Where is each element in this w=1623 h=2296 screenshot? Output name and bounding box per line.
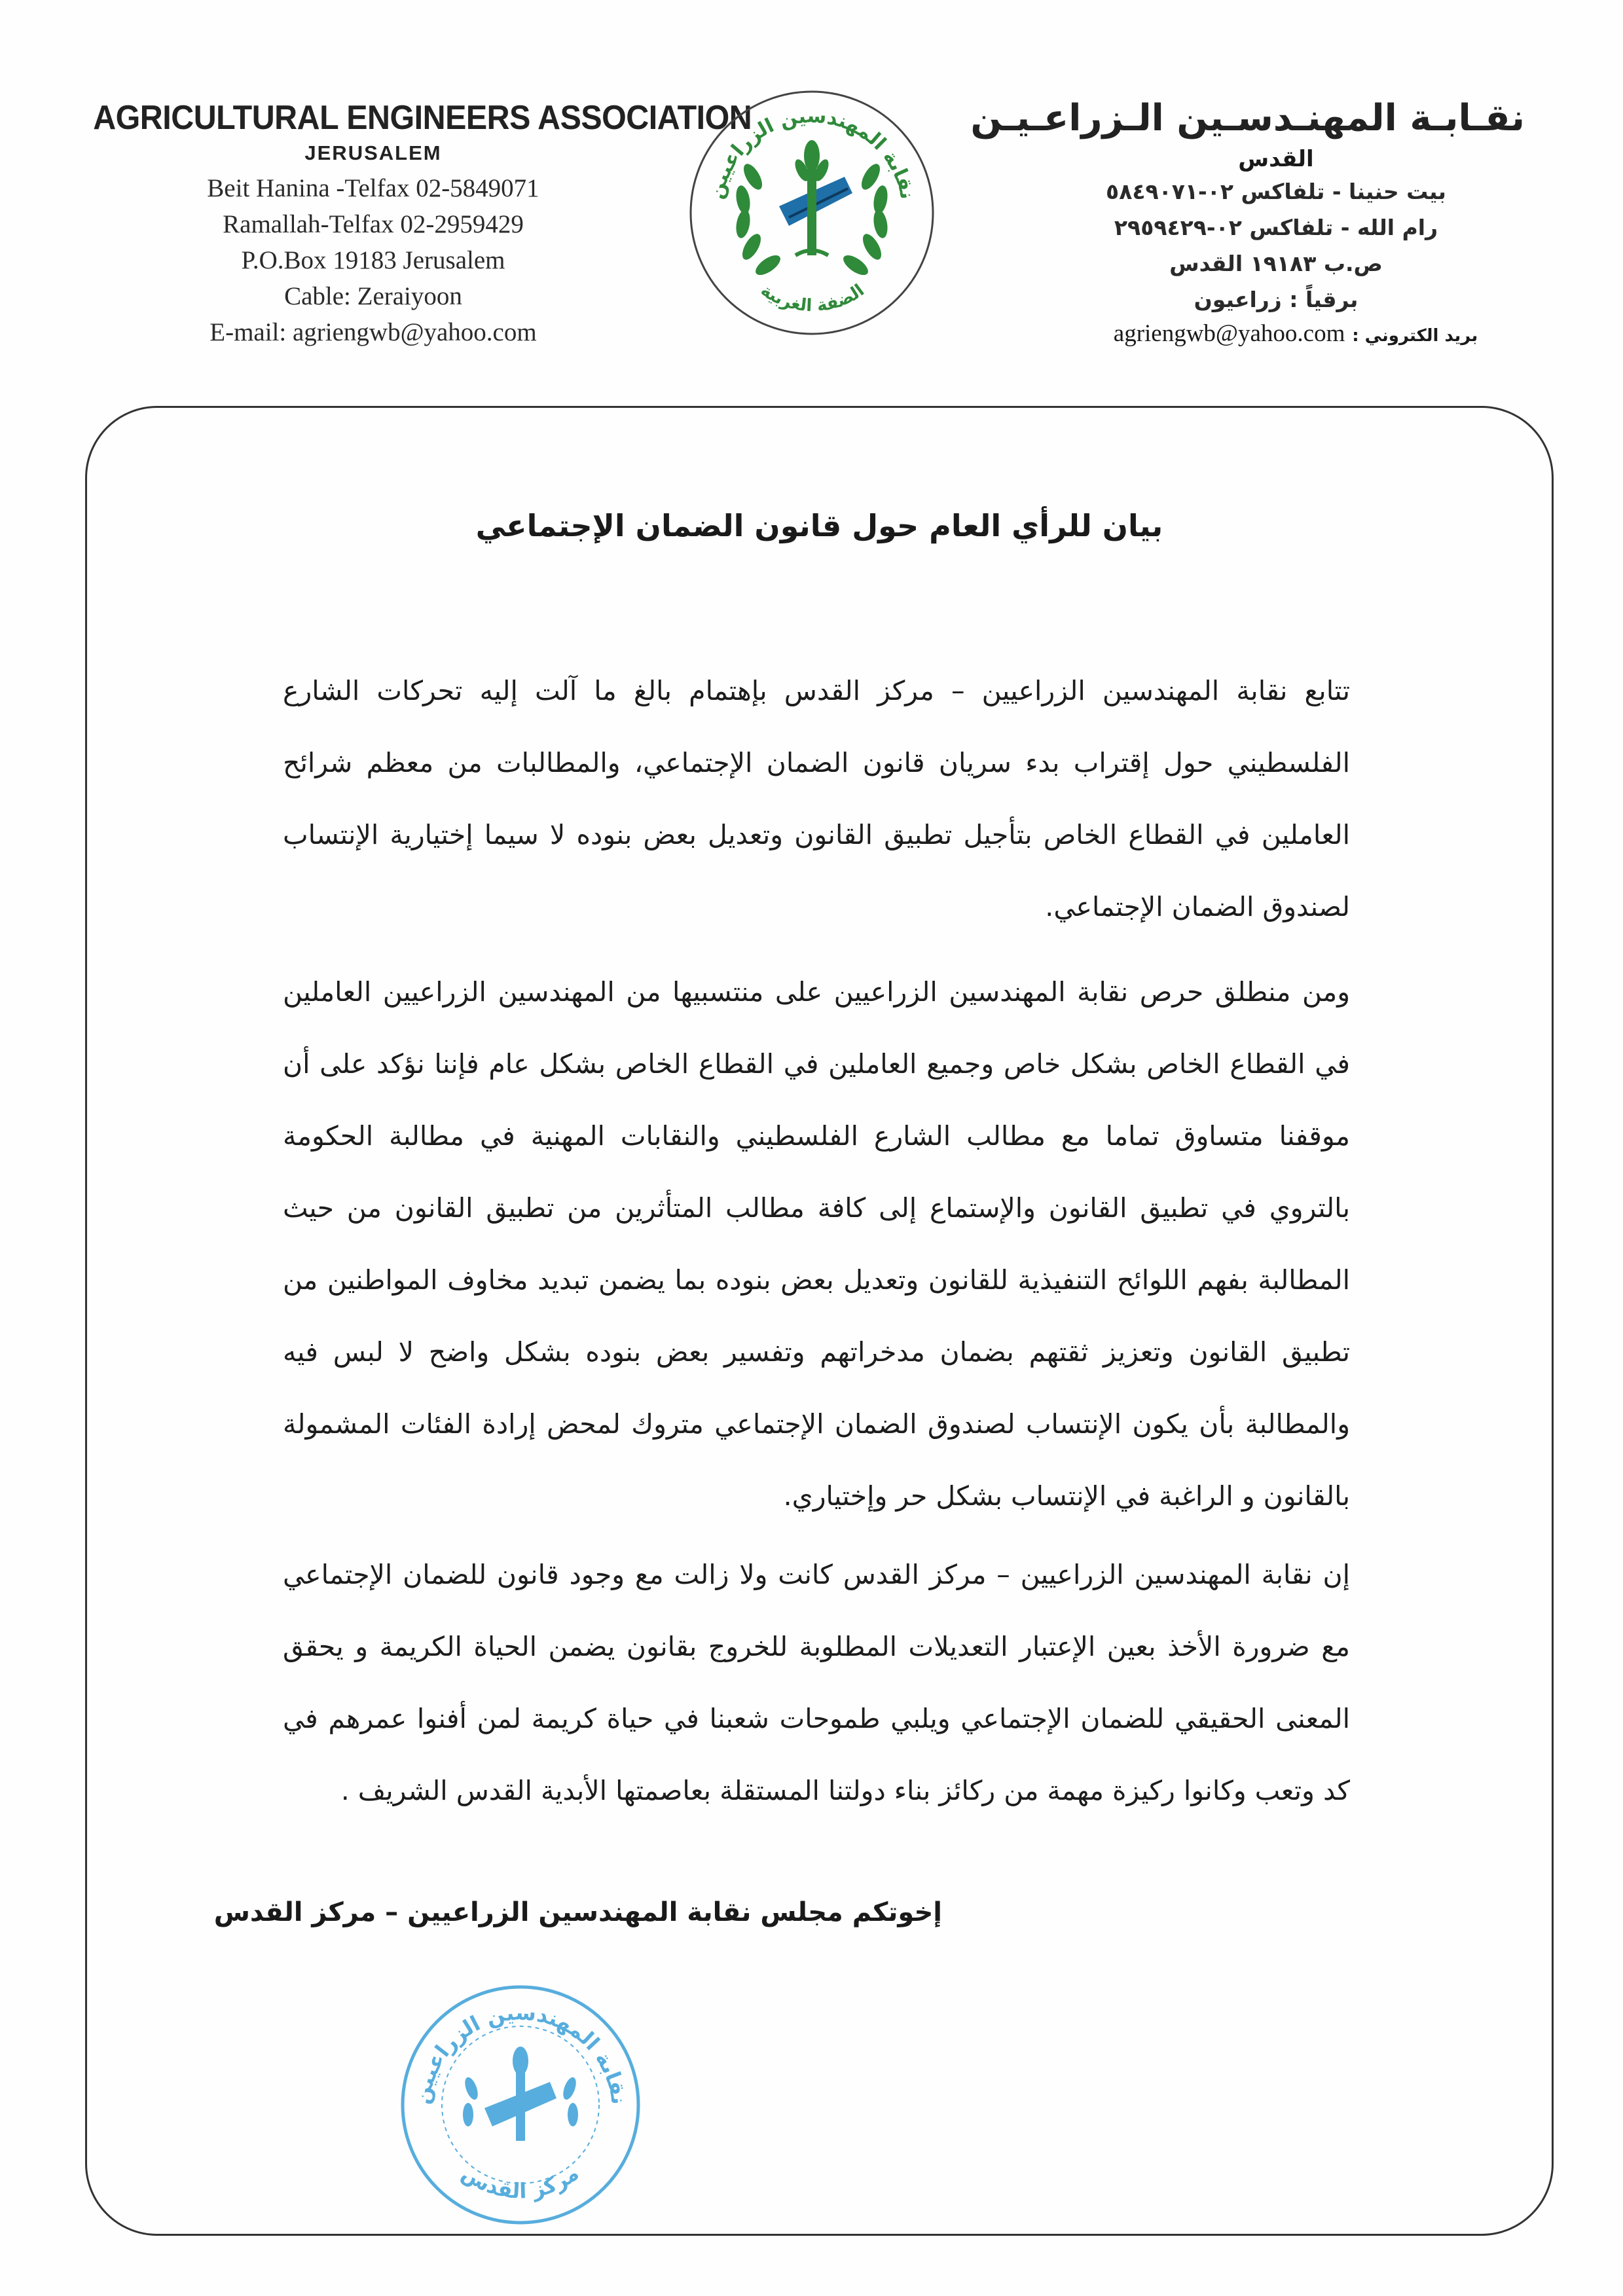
contact-line: Beit Hanina -Telfax 02-5849071	[207, 174, 539, 202]
official-stamp	[393, 1977, 648, 2232]
contact-line-ar: رام الله - تلفاكس ٠٢-٢٩٥٩٤٢٩	[1114, 215, 1438, 240]
logo-emblem-icon	[681, 79, 943, 340]
logo-top-text: نقابة المهندسين الزراعيين	[704, 104, 919, 202]
contact-line: P.O.Box 19183 Jerusalem	[241, 246, 505, 274]
paragraph-3	[283, 1539, 1350, 1827]
contact-line: Ramallah-Telfax 02-2959429	[223, 210, 524, 238]
email-row-ar	[1027, 318, 1564, 352]
org-name-ar: نقـابـة المهنـدسـين الـزراعـيـن	[970, 97, 1525, 139]
association-logo	[681, 79, 943, 340]
paragraph-2	[283, 956, 1350, 1532]
contact-line: Cable: Zeraiyoon	[284, 282, 462, 310]
contact-lines-ar	[1027, 173, 1525, 352]
city-en: JERUSALEM	[304, 141, 442, 164]
letterhead-english	[72, 98, 752, 350]
email-value-ar: agriengwb@yahoo.com	[1113, 320, 1345, 347]
paragraph-1	[283, 655, 1350, 943]
document-title: بيان للرأي العام حول قانون الضمان الإجتماعي	[475, 508, 1163, 543]
paragraph-text: إن نقابة المهندسين الزراعيين – مركز القدس كانت ولا زالت مع وجود قانون للضمان الإجتماعي مع ضرورة الأخذ بعين الإعتبار التعديلات المطلوبة للخروج بقانون يضمن الحياة الكريمة و يحقق المعنى الحقيقي للضمان الإجتماعي ويلبي طموحات شعبنا في حياة كريمة لمن أفنوا عمرهم في كد وتعب وكانوا ركيزة مهمة من ركائز بناء دولتنا المستقلة بعاصمتها الأبدية القدس الشريف .	[283, 1559, 1350, 1806]
paragraph-text: تتابع نقابة المهندسين الزراعيين – مركز القدس بإهتمام بالغ ما آلت إليه تحركات الشارع الفلسطيني حول إقتراب بدء سريان قانون الضمان الإجتماعي، والمطالبات من معظم شرائح العاملين في القطاع الخاص بتأجيل تطبيق القانون وتعديل بعض بنوده لا سيما إختيارية الإنتساب لصندوق الضمان الإجتماعي.	[283, 675, 1350, 922]
contact-line-ar: بيت حنينا - تلفاكس ٠٢-٥٨٤٩٠٧١	[1106, 179, 1446, 204]
city-ar: القدس	[1238, 146, 1314, 172]
letterhead-arabic	[970, 97, 1525, 352]
email-label-ar: بريد الكتروني :	[1352, 326, 1478, 346]
contact-line: E-mail: agriengwb@yahoo.com	[210, 318, 537, 346]
paragraph-text: ومن منطلق حرص نقابة المهندسين الزراعيين على منتسبيها من المهندسين الزراعيين العاملين في القطاع الخاص بشكل خاص وجميع العاملين في القطاع الخاص بشكل عام فإننا نؤكد على أن موقفنا متساوق تماما مع مطالب الشارع الفلسطيني والنقابات المهنية في مطالبة الحكومة بالتروي في تطبيق القانون والإستماع إلى كافة مطالب المتأثرين من تطبيق القانون من حيث المطالبة بفهم اللوائح التنفيذية للقانون وتعديل بعض بنوده بما يضمن تبديد مخاوف المواطنين من تطبيق القانون وتعزيز ثقتهم بضمان مدخراتهم وتفسير بعض بنوده بشكل واضح لا لبس فيه والمطالبة بأن يكون الإنتساب لصندوق الضمان الإجتماعي متروك لمحض إرادة الفئات المشمولة بالقانون و الراغبة في الإنتساب بشكل حر وإختياري.	[283, 976, 1350, 1512]
stamp-top-text: نقابة المهندسين الزراعيين	[409, 1999, 632, 2106]
contact-line-ar: برقياً : زراعيون	[1194, 287, 1359, 312]
logo-bottom-text: الضفة الغربية	[757, 280, 868, 316]
contact-lines-en	[72, 170, 674, 350]
org-name-en: AGRICULTURAL ENGINEERS ASSOCIATION	[93, 99, 752, 137]
contact-line-ar: ص.ب ١٩١٨٣ القدس	[1169, 251, 1383, 276]
signature: إخوتكم مجلس نقابة المهندسين الزراعيين – مركز القدس	[213, 1897, 942, 1927]
stamp-bottom-text: مركز القدس	[457, 2160, 583, 2204]
stamp-seal-icon	[393, 1977, 648, 2232]
